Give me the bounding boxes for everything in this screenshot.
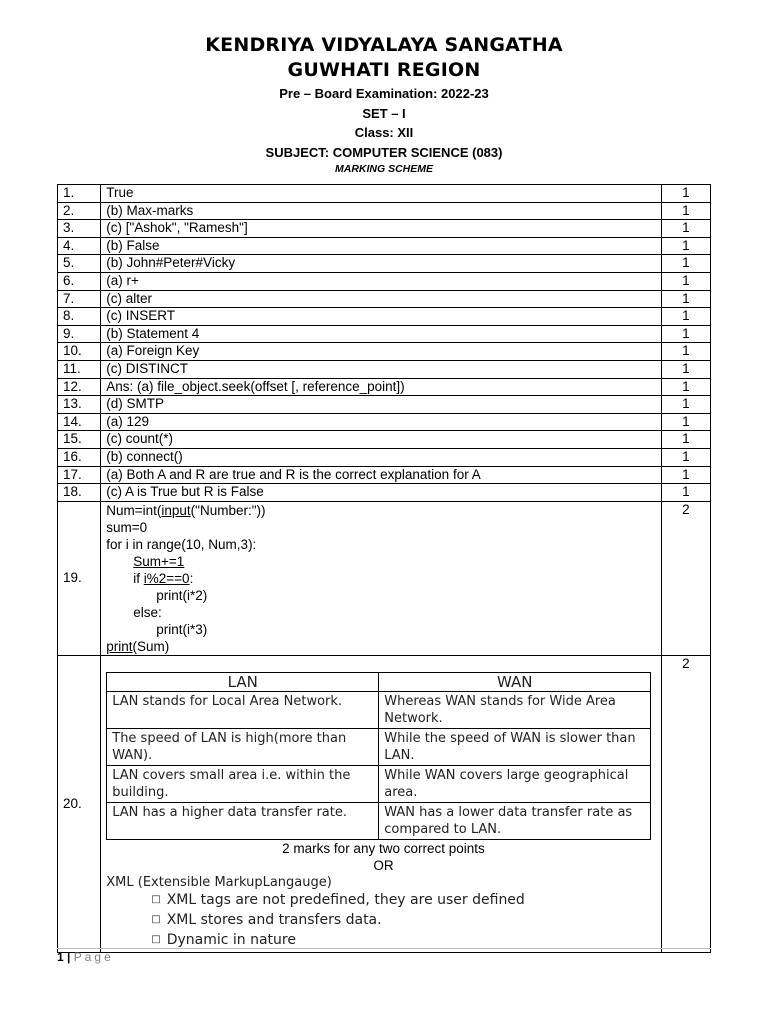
table-row: [58, 378, 711, 396]
answer: (b) John#Peter#Vicky: [101, 255, 661, 273]
question-number: 8.: [58, 308, 101, 326]
set-label: SET – I: [362, 106, 406, 121]
marks: 1: [661, 202, 710, 220]
table-row: [58, 431, 711, 449]
question-number: 3.: [58, 220, 101, 238]
answer: (a) r+: [101, 272, 661, 290]
marks: 1: [661, 237, 710, 255]
comparison-row: [107, 729, 651, 766]
table-row: [58, 413, 711, 431]
table-row: [58, 484, 711, 502]
marks: 2: [661, 655, 710, 953]
code-line: if i%2==0:: [133, 570, 194, 586]
marks: 1: [661, 466, 710, 484]
answer: (a) Both A and R are true and R is the correct explanation for A: [101, 466, 661, 484]
marks: 1: [661, 448, 710, 466]
table-row: [58, 448, 711, 466]
question-number: 16.: [58, 448, 101, 466]
table-row: [58, 466, 711, 484]
org-title: KENDRIYA VIDYALAYA SANGATHA: [205, 34, 563, 56]
lan-point: LAN has a higher data transfer rate.: [107, 803, 379, 840]
wan-point: While WAN covers large geographical area.: [379, 766, 651, 803]
question-number: 9.: [58, 325, 101, 343]
code-line: sum=0: [106, 519, 148, 535]
marks: 1: [661, 272, 710, 290]
region-title: GUWHATI REGION: [287, 59, 481, 81]
or-separator: OR: [373, 858, 394, 874]
answer: True: [101, 185, 661, 203]
marks: 1: [661, 360, 710, 378]
answer: (c) DISTINCT: [101, 360, 661, 378]
question-number: 5.: [58, 255, 101, 273]
answer: (c) ["Ashok", "Ramesh"]: [101, 220, 661, 238]
answer-q20: [101, 655, 661, 953]
bullet-item: □ XML stores and transfers data.: [151, 912, 382, 929]
answer: (b) Max-marks: [101, 202, 661, 220]
bullet-item: □ XML tags are not predefined, they are user defined: [151, 892, 525, 909]
table-row: [58, 272, 711, 290]
question-number: 6.: [58, 272, 101, 290]
question-number: 2.: [58, 202, 101, 220]
question-number: 4.: [58, 237, 101, 255]
xml-title: XML (Extensible MarkupLangauge): [106, 875, 332, 891]
page-number: 1: [57, 950, 64, 964]
square-bullet-icon: □: [151, 914, 161, 926]
table-row: [58, 237, 711, 255]
marks: 1: [661, 378, 710, 396]
table-row-q20: [58, 655, 711, 953]
lan-point: LAN covers small area i.e. within the building.: [107, 766, 379, 803]
question-number: 7.: [58, 290, 101, 308]
table-row: [58, 325, 711, 343]
wan-header: WAN: [379, 672, 651, 692]
question-number: 15.: [58, 431, 101, 449]
wan-point: WAN has a lower data transfer rate as compared to LAN.: [379, 803, 651, 840]
question-number: 1.: [58, 185, 101, 203]
table-row: [58, 308, 711, 326]
code-line: print(i*3): [156, 621, 208, 637]
code-line: else:: [133, 604, 162, 620]
lan-point: LAN stands for Local Area Network.: [107, 692, 379, 729]
question-number: 18.: [58, 484, 101, 502]
lan-point: The speed of LAN is high(more than WAN).: [107, 729, 379, 766]
marks: 1: [661, 484, 710, 502]
table-row-q19: [58, 501, 711, 655]
marks: 1: [661, 255, 710, 273]
comparison-row: [107, 803, 651, 840]
question-number: 12.: [58, 378, 101, 396]
square-bullet-icon: □: [151, 894, 161, 906]
subject-label: SUBJECT: COMPUTER SCIENCE (083): [265, 145, 503, 160]
marks: 1: [661, 220, 710, 238]
marks-note: 2 marks for any two correct points: [282, 841, 485, 857]
question-number: 20.: [58, 655, 101, 953]
answer-code: [101, 501, 661, 655]
marks: 1: [661, 431, 710, 449]
marking-scheme-label: MARKING SCHEME: [334, 163, 433, 175]
table-row: [58, 255, 711, 273]
question-number: 17.: [58, 466, 101, 484]
code-line: Num=int(input("Number:")): [106, 502, 266, 518]
question-number: 10.: [58, 343, 101, 361]
comparison-row: [107, 692, 651, 729]
marks: 1: [661, 185, 710, 203]
table-row: [58, 185, 711, 203]
answer: (b) Statement 4: [101, 325, 661, 343]
answer: (a) 129: [101, 413, 661, 431]
lan-wan-comparison-table: [106, 672, 651, 841]
marks: 1: [661, 308, 710, 326]
marks: 2: [661, 501, 710, 655]
answer: (b) connect(): [101, 448, 661, 466]
comparison-row: [107, 766, 651, 803]
marks: 1: [661, 343, 710, 361]
class-label: Class: XII: [354, 125, 414, 140]
footer-divider: [57, 948, 711, 949]
code-line: Sum+=1: [133, 553, 185, 569]
table-row: [58, 343, 711, 361]
table-row: [58, 396, 711, 414]
marks: 1: [661, 413, 710, 431]
answer: (b) False: [101, 237, 661, 255]
marks: 1: [661, 396, 710, 414]
answer: (d) SMTP: [101, 396, 661, 414]
table-row: [58, 202, 711, 220]
answer: (c) alter: [101, 290, 661, 308]
square-bullet-icon: □: [151, 934, 161, 946]
page-footer: 1 | Page: [57, 950, 114, 964]
lan-header: LAN: [107, 672, 379, 692]
answer: (c) count(*): [101, 431, 661, 449]
code-line: print(Sum): [106, 638, 170, 654]
table-row: [58, 220, 711, 238]
answer: (c) A is True but R is False: [101, 484, 661, 502]
table-row: [58, 290, 711, 308]
answer: (c) INSERT: [101, 308, 661, 326]
question-number: 14.: [58, 413, 101, 431]
code-line: for i in range(10, Num,3):: [106, 536, 257, 552]
exam-title: Pre – Board Examination: 2022-23: [279, 86, 489, 101]
question-number: 19.: [58, 501, 101, 655]
question-number: 11.: [58, 360, 101, 378]
answer: (a) Foreign Key: [101, 343, 661, 361]
marking-table: [57, 184, 711, 953]
answer: Ans: (a) file_object.seek(offset [, reference_point]): [101, 378, 661, 396]
wan-point: Whereas WAN stands for Wide Area Network.: [379, 692, 651, 729]
code-line: print(i*2): [156, 587, 208, 603]
question-number: 13.: [58, 396, 101, 414]
marks: 1: [661, 290, 710, 308]
table-row: [58, 360, 711, 378]
page-word: Page: [73, 950, 114, 964]
wan-point: While the speed of WAN is slower than LAN.: [379, 729, 651, 766]
bullet-item: □ Dynamic in nature: [151, 932, 296, 949]
marks: 1: [661, 325, 710, 343]
